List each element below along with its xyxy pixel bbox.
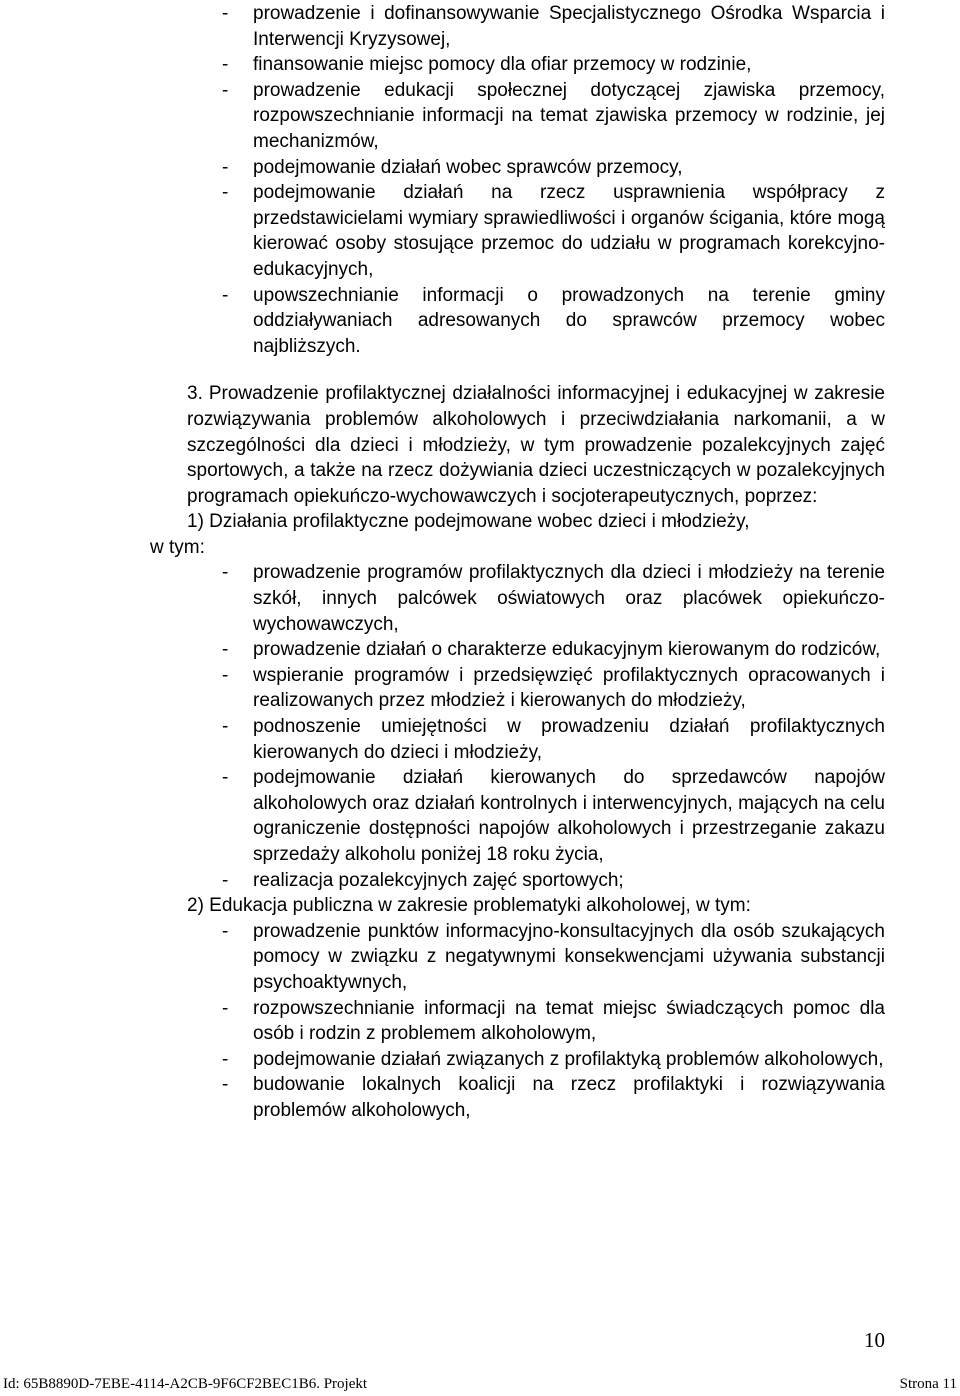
section-3-text: Prowadzenie profilaktycznej działalności informacyjnej i edukacyjnej w zakresie rozwiązywania problemów alkoholowych i przeciwdziałania narkomanii, a w szczególności dla dzieci i młodzieży, w tym prowadzenie pozalekcyjnych zajęć sportowych, a także na rzecz dożywiania dzieci uczestniczących w pozalekcyjnych programach opiekuńczo-wychowawczych i socjoterapeutycznych, poprzez: bbox=[187, 383, 885, 507]
list-item-text: realizacja pozalekcyjnych zajęć sportowych; bbox=[253, 869, 624, 891]
list-item-text: podejmowanie działań kierowanych do sprzedawców napojów alkoholowych oraz działań kontrolnych i interwencyjnych, mających na celu ograniczenie dostępności napojów alkoholowych i przestrzeganie zakazu sprzedaży alkoholu poniżej 18 roku życia, bbox=[253, 767, 885, 865]
subsection-2-list bbox=[0, 919, 960, 1124]
list-item-text: podnoszenie umiejętności w prowadzeniu działań profilaktycznych kierowanych do dzieci i młodzieży, bbox=[253, 716, 885, 763]
list-item bbox=[0, 996, 960, 1047]
list-dash: - bbox=[222, 182, 229, 204]
list-dash: - bbox=[222, 716, 229, 738]
list-item bbox=[0, 1047, 960, 1073]
list-item-text: prowadzenie i dofinansowywanie Specjalistycznego Ośrodka Wsparcia i Interwencji Kryzysowej, bbox=[253, 3, 885, 50]
subsection-2-heading: 2) Edukacja publiczna w zakresie problematyki alkoholowej, w tym: bbox=[187, 895, 751, 917]
list-item bbox=[0, 52, 960, 78]
list-dash: - bbox=[222, 767, 229, 789]
list-item bbox=[0, 919, 960, 996]
list-dash: - bbox=[222, 156, 229, 178]
list-item-text: upowszechnianie informacji o prowadzonych na terenie gminy oddziaływaniach adresowanych do sprawców przemocy wobec najbliższych. bbox=[253, 284, 885, 357]
list-item bbox=[0, 155, 960, 181]
subsection-1-list bbox=[0, 560, 960, 893]
list-dash: - bbox=[222, 562, 229, 584]
subsection-1-heading: 1) Działania profilaktyczne podejmowane wobec dzieci i młodzieży, bbox=[187, 511, 750, 533]
subsection-1-continuation: w tym: bbox=[150, 536, 205, 558]
list-dash: - bbox=[222, 1074, 229, 1096]
list-item-text: budowanie lokalnych koalicji na rzecz profilaktyki i rozwiązywania problemów alkoholowych, bbox=[253, 1074, 885, 1121]
list-item-text: finansowanie miejsc pomocy dla ofiar przemocy w rodzinie, bbox=[253, 54, 752, 76]
list-item bbox=[0, 637, 960, 663]
list-item-text: prowadzenie punktów informacyjno-konsultacyjnych dla osób szukających pomocy w związku z negatywnymi konsekwencjami używania substancji psychoaktywnych, bbox=[253, 920, 885, 993]
list-dash: - bbox=[222, 1048, 229, 1070]
list-item-text: prowadzenie edukacji społecznej dotyczącej zjawiska przemocy, rozpowszechnianie informacji na temat zjawiska przemocy w rodzinie, jej mechanizmów, bbox=[253, 79, 885, 152]
list-item-text: podejmowanie działań wobec sprawców przemocy, bbox=[253, 156, 683, 178]
list-dash: - bbox=[222, 869, 229, 891]
list-item-text: prowadzenie działań o charakterze edukacyjnym kierowanym do rodziców, bbox=[253, 639, 881, 661]
top-list bbox=[0, 1, 960, 359]
list-item bbox=[0, 714, 960, 765]
list-item bbox=[0, 560, 960, 637]
list-item bbox=[0, 180, 960, 282]
list-item bbox=[0, 868, 960, 894]
list-item-text: prowadzenie programów profilaktycznych dla dzieci i młodzieży na terenie szkół, innych palcówek oświatowych oraz placówek opiekuńczo-wychowawczych, bbox=[253, 562, 885, 635]
list-item-text: podejmowanie działań na rzecz usprawnienia współpracy z przedstawicielami wymiary sprawiedliwości i organów ścigania, które mogą kierować osoby stosujące przemoc do udziału w programach korekcyjno-edukacyjnych, bbox=[253, 182, 885, 280]
list-item bbox=[0, 78, 960, 155]
list-dash: - bbox=[222, 79, 229, 101]
list-dash: - bbox=[222, 3, 229, 24]
page-number: 10 bbox=[864, 1328, 885, 1352]
list-item bbox=[0, 1, 960, 52]
document-id: Id: 65B8890D-7EBE-4114-A2CB-9F6CF2BEC1B6. Projekt bbox=[3, 1376, 368, 1392]
list-dash: - bbox=[222, 997, 229, 1019]
list-item bbox=[0, 663, 960, 714]
list-item bbox=[0, 283, 960, 360]
footer-page-label: Strona 11 bbox=[899, 1376, 957, 1392]
page-footer bbox=[0, 1376, 960, 1396]
list-dash: - bbox=[222, 664, 229, 686]
list-dash: - bbox=[222, 920, 229, 942]
list-item-text: podejmowanie działań związanych z profilaktyką problemów alkoholowych, bbox=[253, 1048, 884, 1070]
list-dash: - bbox=[222, 639, 229, 661]
list-dash: - bbox=[222, 284, 229, 306]
list-dash: - bbox=[222, 54, 229, 76]
section-3-paragraph bbox=[0, 381, 960, 509]
list-item bbox=[0, 1072, 960, 1123]
section-number: 3. bbox=[187, 383, 203, 405]
list-item bbox=[0, 765, 960, 867]
list-item-text: wspieranie programów i przedsięwzięć profilaktycznych opracowanych i realizowanych przez młodzież i kierowanych do młodzieży, bbox=[253, 664, 885, 712]
list-item-text: rozpowszechnianie informacji na temat miejsc świadczących pomoc dla osób i rodzin z problemem alkoholowym, bbox=[253, 997, 885, 1045]
